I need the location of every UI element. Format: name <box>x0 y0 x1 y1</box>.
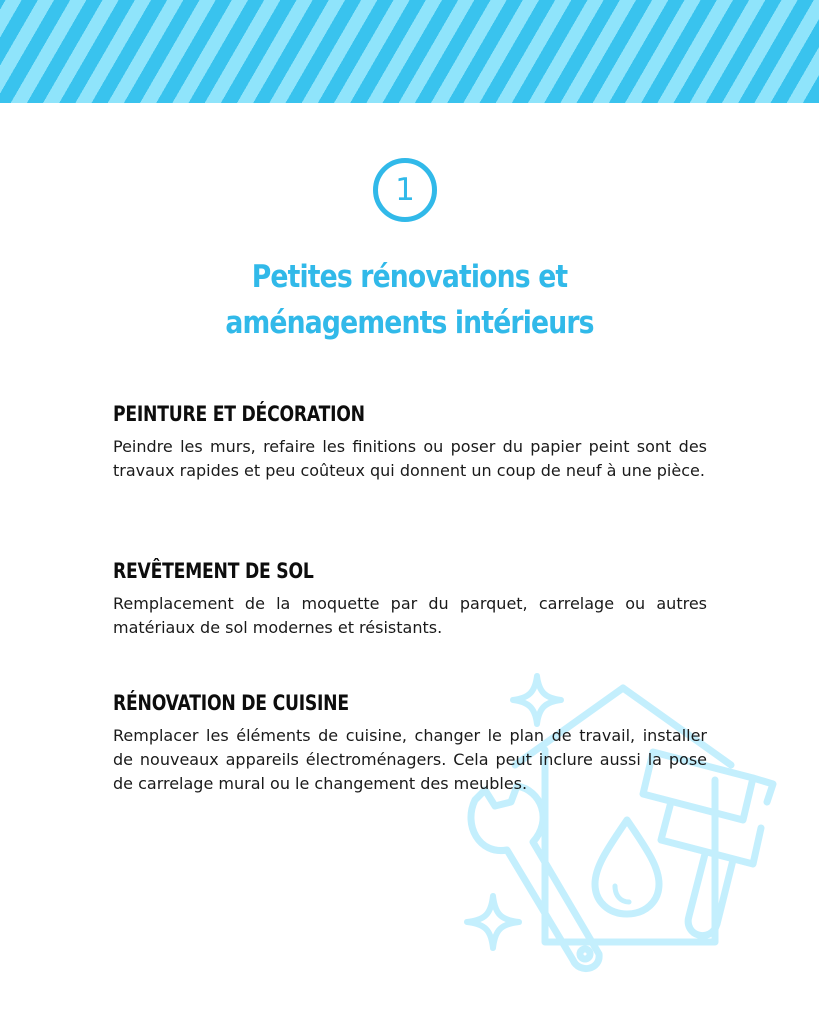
section-peinture <box>113 399 707 483</box>
step-number: 1 <box>395 171 415 208</box>
section-heading: PEINTURE ET DÉCORATION <box>113 402 365 426</box>
section-heading: RÉNOVATION DE CUISINE <box>113 691 349 715</box>
section-heading: REVÊTEMENT DE SOL <box>113 559 314 583</box>
title-line-2: aménagements intérieurs <box>225 305 594 341</box>
step-number-badge <box>373 158 437 222</box>
section-sol <box>113 556 707 640</box>
title-line-1: Petites rénovations et <box>251 259 568 295</box>
section-body: Peindre les murs, refaire les finitions ou poser du papier peint sont des travaux rapides et peu coûteux qui donnent un coup de neuf à une pièce. <box>113 437 707 480</box>
page-title <box>57 254 761 346</box>
section-cuisine <box>113 688 707 796</box>
striped-header-band <box>0 0 819 103</box>
section-body: Remplacement de la moquette par du parquet, carrelage ou autres matériaux de sol modernes et résistants. <box>113 594 707 637</box>
sparkle-icon <box>467 896 519 948</box>
section-body: Remplacer les éléments de cuisine, changer le plan de travail, installer de nouveaux appareils électroménagers. Cela peut inclure aussi la pose de carrelage mural ou le changement des meubles. <box>113 726 707 793</box>
